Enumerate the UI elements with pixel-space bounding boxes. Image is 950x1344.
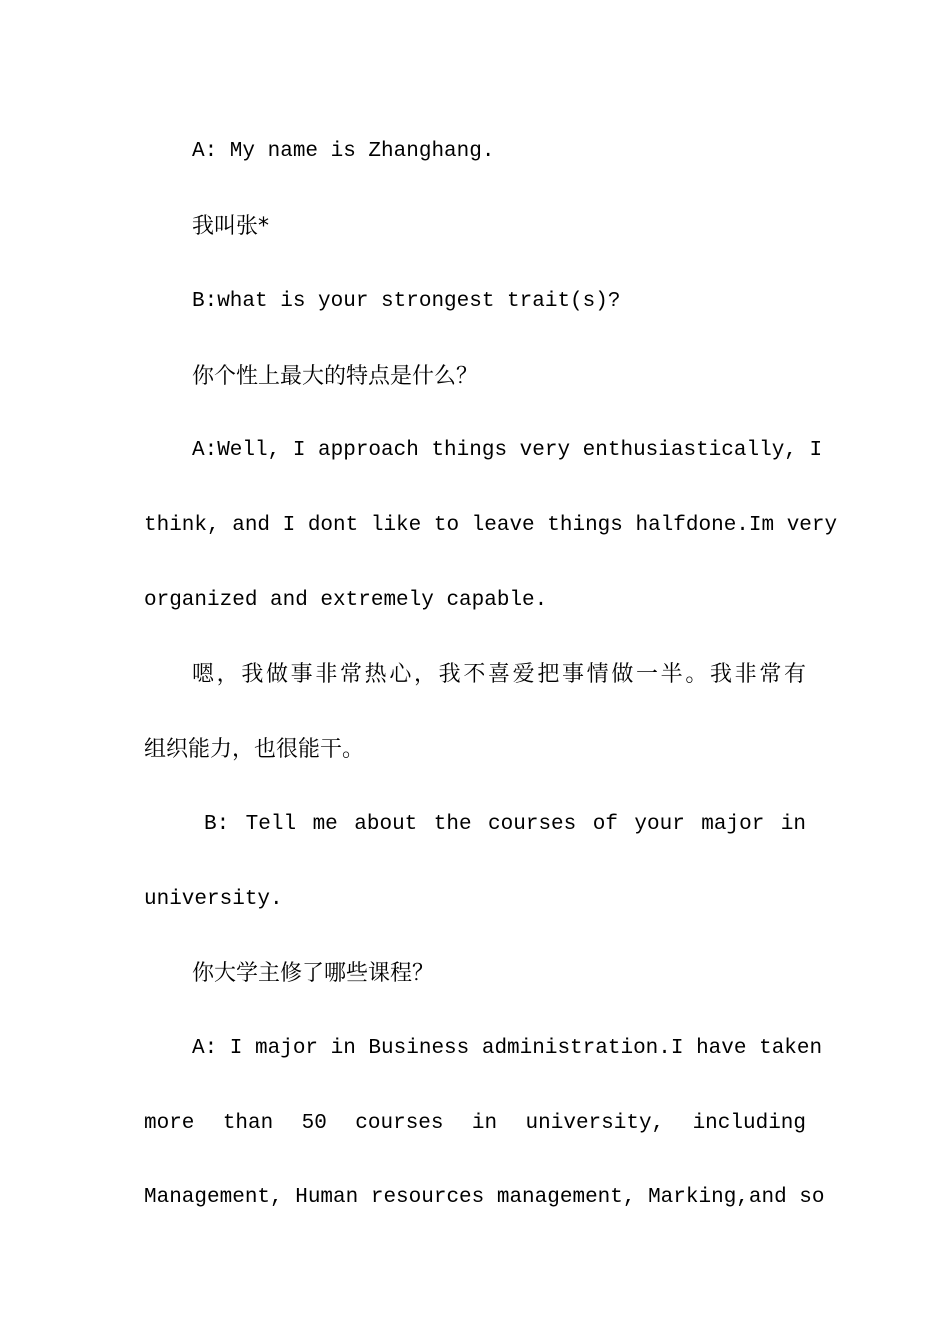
text-line-trait-question-translation: 你个性上最大的特点是什么？	[192, 364, 479, 389]
text-line-intro-answer: A: My name is Zhanghang.	[192, 140, 495, 163]
text-line-trait-answer-1: A:Well, I approach things very enthusiastically, I	[192, 439, 823, 462]
text-line-courses-question-1: B: Tell me about the courses of your major in	[204, 813, 806, 836]
text-line-trait-answer-3: organized and extremely capable.	[144, 589, 548, 612]
text-line-trait-question: B:what is your strongest trait(s)?	[192, 290, 621, 313]
text-line-courses-question-2: university.	[144, 888, 283, 911]
text-line-courses-question-translation: 你大学主修了哪些课程？	[192, 961, 435, 986]
text-line-trait-translation-2: 组织能力，也很能干。	[144, 737, 365, 762]
text-line-intro-translation: 我叫张*	[192, 214, 270, 239]
text-line-trait-answer-2: think, and I dont like to leave things halfdone.Im very	[144, 514, 838, 537]
text-line-courses-answer-3: Management, Human resources management, Marking,and so	[144, 1186, 825, 1209]
text-line-courses-answer-2: more than 50 courses in university, including	[144, 1112, 806, 1135]
text-line-courses-answer-1: A: I major in Business administration.I have taken	[192, 1037, 823, 1060]
text-line-trait-translation-1: 嗯，我做事非常热心，我不喜爱把事情做一半。我非常有	[192, 662, 806, 687]
